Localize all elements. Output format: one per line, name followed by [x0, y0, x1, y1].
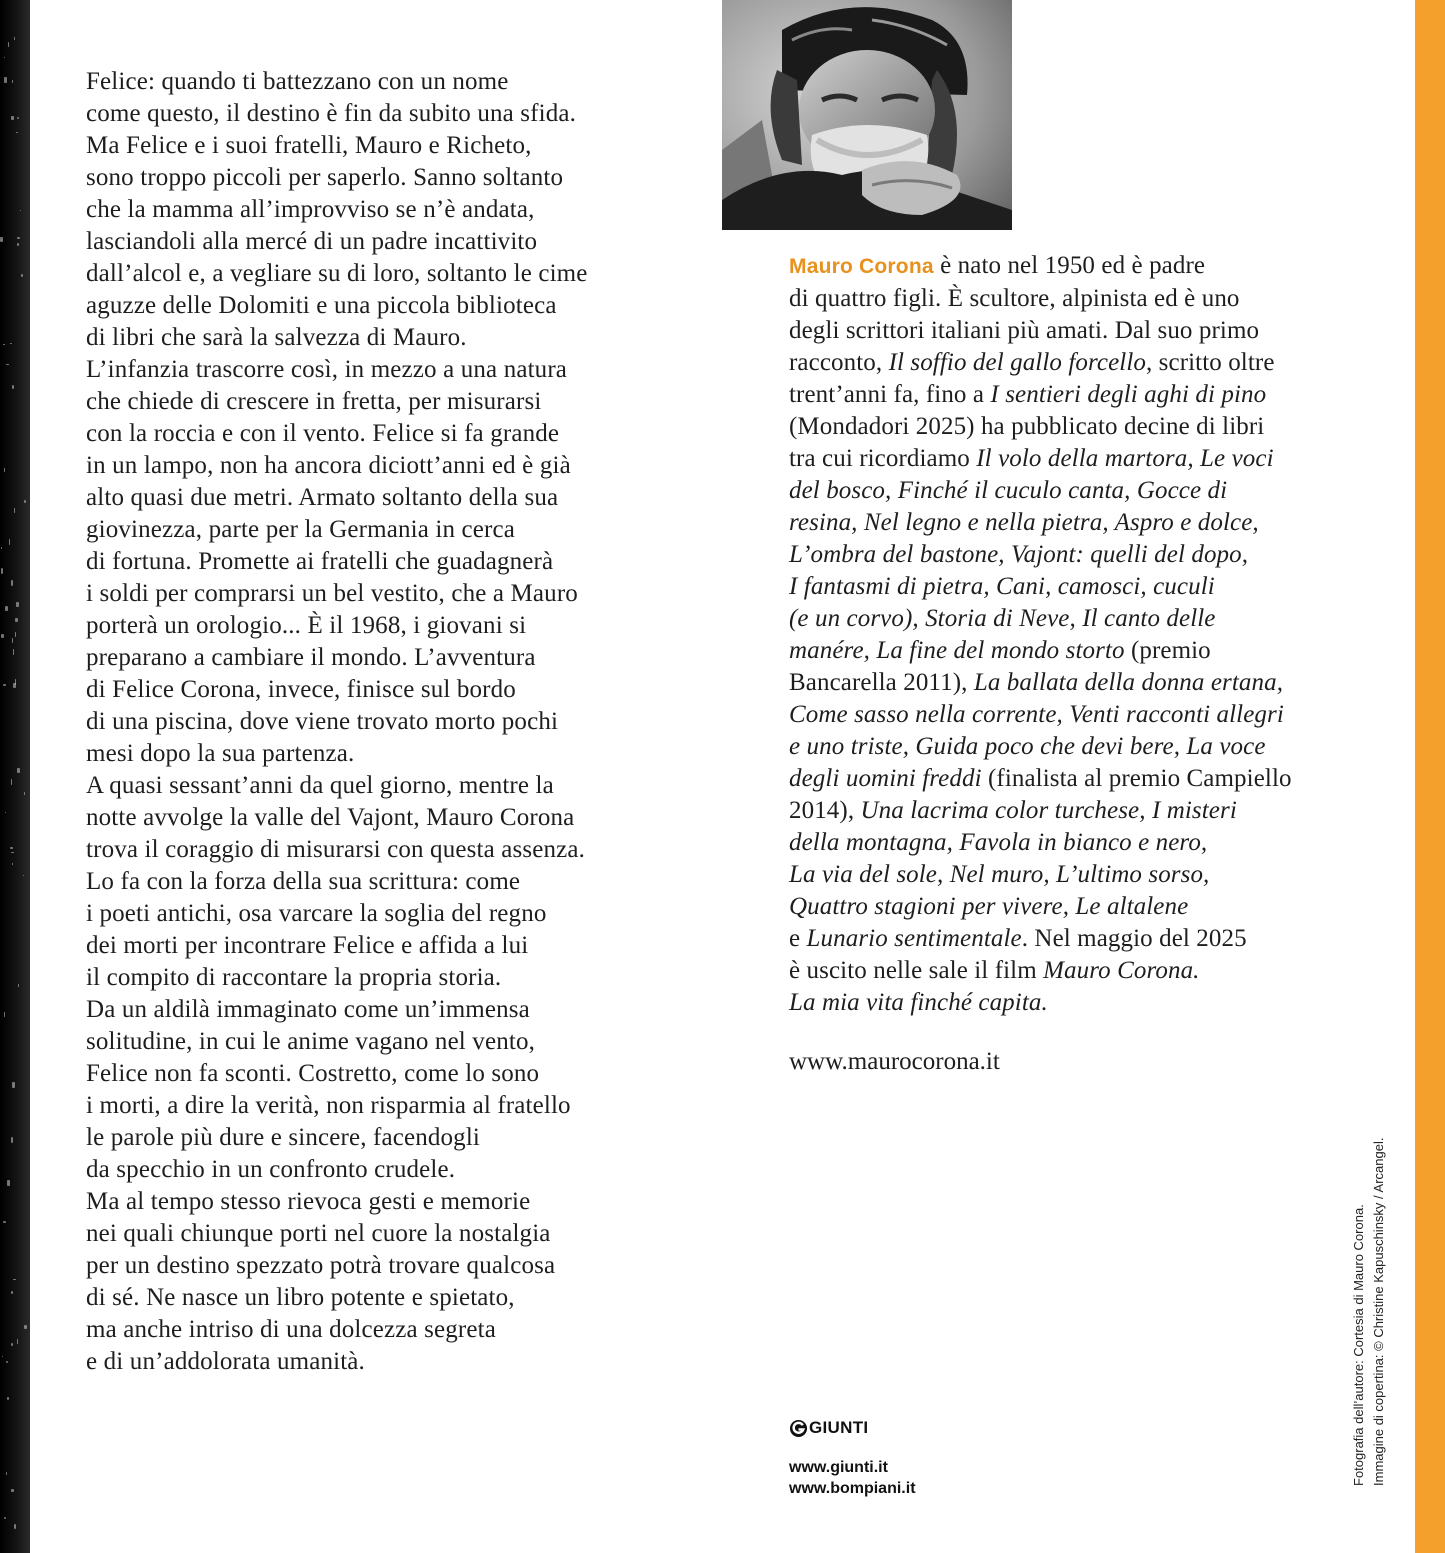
- synopsis-line: che chiede di crescere in fretta, per misurarsi: [86, 388, 542, 415]
- texture-speck: [18, 984, 19, 987]
- credit-author-photo: Fotografia dell’autore: Cortesia di Mauro Corona.: [1351, 1204, 1366, 1486]
- synopsis-line: aguzze delle Dolomiti e una piccola biblioteca: [86, 292, 557, 319]
- texture-speck: [10, 343, 12, 344]
- synopsis-line: A quasi sessant’anni da quel giorno, mentre la: [86, 772, 554, 799]
- bio-text: di quattro figli. È scultore, alpinista ed è uno: [789, 285, 1240, 312]
- left-dark-edge: [0, 0, 30, 1553]
- bio-line: [789, 475, 1359, 507]
- texture-speck: [24, 1325, 27, 1329]
- bio-line: [789, 827, 1359, 859]
- bio-line: [789, 955, 1359, 987]
- bio-line: [789, 539, 1359, 571]
- synopsis-line: di una piscina, dove viene trovato morto pochi: [86, 708, 559, 735]
- texture-speck: [11, 852, 14, 853]
- synopsis-line: giovinezza, parte per la Germania in cerca: [86, 516, 515, 543]
- author-portrait-image: [722, 0, 1012, 230]
- texture-speck: [5, 606, 8, 611]
- synopsis-line: il compito di raccontare la propria storia.: [86, 964, 502, 991]
- bio-text: e: [789, 925, 807, 952]
- bio-line: [789, 315, 1359, 347]
- bio-text: racconto,: [789, 349, 889, 376]
- synopsis-line: le parole più dure e sincere, facendogli: [86, 1124, 481, 1151]
- bio-title-text: del bosco, Finché il cuculo canta, Gocce di: [789, 477, 1228, 504]
- author-name: Mauro Corona: [789, 255, 934, 278]
- giunti-g-icon: [789, 1419, 808, 1438]
- texture-speck: [4, 57, 5, 58]
- synopsis-line: notte avvolge la valle del Vajont, Mauro Corona: [86, 804, 575, 831]
- bio-line: [789, 763, 1359, 795]
- texture-speck: [14, 37, 15, 40]
- texture-speck: [13, 683, 16, 688]
- texture-speck: [11, 1137, 13, 1143]
- publisher-links: [789, 1457, 916, 1499]
- bio-title-text: resina, Nel legno e nella pietra, Aspro e dolce,: [789, 509, 1259, 536]
- texture-speck: [11, 580, 13, 586]
- texture-speck: [5, 812, 6, 813]
- texture-speck: [23, 875, 24, 876]
- texture-speck: [4, 468, 5, 472]
- bio-text: tra cui ricordiamo: [789, 445, 977, 472]
- texture-speck: [17, 1339, 18, 1344]
- synopsis-line: Ma al tempo stesso rievoca gesti e memorie: [86, 1188, 531, 1215]
- synopsis-line: di Felice Corona, invece, finisce sul bordo: [86, 676, 516, 703]
- bio-line: [789, 250, 1359, 283]
- bio-title-text: Come sasso nella corrente, Venti racconti allegri: [789, 701, 1284, 728]
- texture-speck: [11, 1489, 14, 1492]
- texture-speck: [1, 568, 3, 574]
- author-bio: [789, 250, 1359, 1019]
- texture-speck: [4, 1012, 5, 1017]
- synopsis-line: L’infanzia trascorre così, in mezzo a una natura: [86, 356, 568, 383]
- texture-speck: [14, 508, 15, 513]
- synopsis-line: Felice non fa sconti. Costretto, come lo sono: [86, 1060, 540, 1087]
- bio-title-text: Quattro stagioni per vivere, Le altalene: [789, 893, 1189, 920]
- bio-line: [789, 923, 1359, 955]
- texture-speck: [15, 618, 18, 622]
- synopsis-line: di libri che sarà la salvezza di Mauro.: [86, 324, 467, 351]
- texture-speck: [9, 539, 10, 545]
- texture-speck: [13, 1279, 16, 1280]
- synopsis-line: come questo, il destino è fin da subito una sfida.: [86, 100, 577, 127]
- author-website: www.maurocorona.it: [789, 1048, 1000, 1075]
- credit-cover-image: Immagine di copertina: © Christine Kapuschinsky / Arcangel.: [1371, 1137, 1386, 1486]
- synopsis-line: per un destino spezzato potrà trovare qualcosa: [86, 1252, 556, 1279]
- texture-speck: [4, 1517, 6, 1519]
- texture-speck: [0, 237, 3, 242]
- bio-title-text: La mia vita finché capita.: [789, 989, 1048, 1016]
- bio-text: Bancarella 2011),: [789, 669, 974, 696]
- publisher-link-bompiani[interactable]: www.bompiani.it: [789, 1480, 916, 1497]
- bio-title-text: Il volo della martora, Le voci: [976, 445, 1274, 472]
- bio-title-text: degli uomini freddi: [789, 765, 982, 792]
- texture-speck: [17, 243, 19, 246]
- bio-text: è nato nel 1950 ed è padre: [933, 252, 1206, 279]
- texture-speck: [20, 210, 21, 211]
- synopsis-line: solitudine, in cui le anime vagano nel vento,: [86, 1028, 535, 1055]
- publisher-link-giunti[interactable]: www.giunti.it: [789, 1459, 888, 1476]
- bio-title-text: L’ombra del bastone, Vajont: quelli del dopo,: [789, 541, 1249, 568]
- bio-line: [789, 891, 1359, 923]
- texture-speck: [11, 1343, 13, 1346]
- bio-title-text: Mauro Corona.: [1043, 957, 1200, 984]
- bio-line: [789, 411, 1359, 443]
- bio-title-text: Il soffio del gallo forcello: [888, 349, 1146, 376]
- book-synopsis: [86, 66, 686, 1378]
- bio-title-text: manére, La fine del mondo storto: [789, 637, 1125, 664]
- texture-speck: [2, 1356, 3, 1357]
- publisher-logo-text: GIUNTI: [809, 1418, 869, 1437]
- bio-line: [789, 443, 1359, 475]
- synopsis-line: ma anche intriso di una dolcezza segreta: [86, 1316, 496, 1343]
- texture-speck: [11, 116, 14, 120]
- texture-speck: [14, 1524, 16, 1529]
- synopsis-line: che la mamma all’improvviso se n’è andata,: [86, 196, 535, 223]
- synopsis-line: dei morti per incontrare Felice e affida a lui: [86, 932, 529, 959]
- synopsis-line: alto quasi due metri. Armato soltanto della sua: [86, 484, 559, 511]
- synopsis-line: dall’alcol e, a vegliare su di loro, soltanto le cime: [86, 260, 588, 287]
- texture-speck: [12, 80, 13, 83]
- texture-speck: [11, 779, 12, 785]
- synopsis-line: nei quali chiunque porti nel cuore la nostalgia: [86, 1220, 551, 1247]
- right-orange-edge: [1415, 0, 1445, 1553]
- bio-title-text: Lunario sentimentale: [806, 925, 1022, 952]
- texture-speck: [12, 863, 13, 865]
- bio-text: 2014),: [789, 797, 861, 824]
- texture-speck: [16, 602, 19, 607]
- bio-line: [789, 571, 1359, 603]
- bio-line: [789, 347, 1359, 379]
- synopsis-line: di fortuna. Promette ai fratelli che guadagnerà: [86, 548, 554, 575]
- synopsis-line: con la roccia e con il vento. Felice si fa grande: [86, 420, 560, 447]
- bio-title-text: I sentieri degli aghi di pino: [990, 381, 1267, 408]
- synopsis-line: da specchio in un confronto crudele.: [86, 1156, 456, 1183]
- bio-text: degli scrittori italiani più amati. Dal suo primo: [789, 317, 1260, 344]
- texture-speck: [17, 117, 19, 119]
- texture-speck: [7, 1180, 10, 1186]
- texture-speck: [3, 1221, 6, 1223]
- bio-text: (finalista al premio Campiello: [981, 765, 1292, 792]
- texture-speck: [1, 547, 2, 549]
- bio-line: [789, 699, 1359, 731]
- texture-speck: [12, 638, 13, 643]
- synopsis-line: Felice: quando ti battezzano con un nome: [86, 68, 509, 95]
- texture-speck: [24, 500, 26, 503]
- bio-line: [789, 603, 1359, 635]
- texture-speck: [16, 132, 18, 133]
- texture-speck: [15, 632, 16, 637]
- synopsis-line: i poeti antichi, osa varcare la soglia del regno: [86, 900, 547, 927]
- bio-line: [789, 987, 1359, 1019]
- texture-speck: [10, 847, 13, 849]
- bio-line: [789, 283, 1359, 315]
- bio-line: [789, 731, 1359, 763]
- synopsis-line: i soldi per comprarsi un bel vestito, che a Mauro: [86, 580, 578, 607]
- bio-title-text: e uno triste, Guida poco che devi bere, La voce: [789, 733, 1266, 760]
- texture-speck: [4, 77, 7, 83]
- texture-speck: [11, 1291, 13, 1294]
- bio-line: [789, 795, 1359, 827]
- bio-title-text: della montagna, Favola in bianco e nero,: [789, 829, 1208, 856]
- texture-speck: [1, 634, 4, 638]
- texture-speck: [17, 768, 20, 773]
- bio-text: , scritto oltre: [1145, 349, 1275, 376]
- image-credits: [1349, 1126, 1389, 1486]
- texture-speck: [6, 1472, 7, 1475]
- texture-speck: [21, 274, 23, 277]
- bio-text: (Mondadori 2025) ha pubblicato decine di libri: [789, 413, 1265, 440]
- bio-title-text: La via del sole, Nel muro, L’ultimo sorso,: [789, 861, 1210, 888]
- bio-text: . Nel maggio del 2025: [1021, 925, 1247, 952]
- synopsis-line: mesi dopo la sua partenza.: [86, 740, 355, 767]
- synopsis-line: porterà un orologio... È il 1968, i giovani si: [86, 612, 527, 639]
- texture-speck: [3, 684, 6, 686]
- synopsis-line: Da un aldilà immaginato come un’immensa: [86, 996, 530, 1023]
- synopsis-line: lasciandoli alla mercé di un padre incattivito: [86, 228, 538, 255]
- texture-speck: [3, 344, 5, 345]
- synopsis-line: Ma Felice e i suoi fratelli, Mauro e Richeto,: [86, 132, 532, 159]
- texture-speck: [6, 1361, 8, 1363]
- bio-line: [789, 379, 1359, 411]
- synopsis-line: sono troppo piccoli per saperlo. Sanno soltanto: [86, 164, 564, 191]
- texture-speck: [7, 1397, 9, 1400]
- synopsis-line: di sé. Ne nasce un libro potente e spietato,: [86, 1284, 515, 1311]
- synopsis-line: preparano a cambiare il mondo. L’avventura: [86, 644, 536, 671]
- publisher-block: [789, 1415, 916, 1499]
- bio-title-text: (e un corvo), Storia di Neve, Il canto delle: [789, 605, 1216, 632]
- texture-speck: [24, 792, 25, 795]
- bio-line: [789, 667, 1359, 699]
- synopsis-line: Lo fa con la forza della sua scrittura: come: [86, 868, 521, 895]
- synopsis-line: e di un’addolorata umanità.: [86, 1348, 365, 1375]
- bio-text: trent’anni fa, fino a: [789, 381, 991, 408]
- synopsis-line: trova il coraggio di misurarsi con questa assenza.: [86, 836, 586, 863]
- bio-title-text: I fantasmi di pietra, Cani, camosci, cuculi: [789, 573, 1215, 600]
- bio-title-text: Una lacrima color turchese, I misteri: [860, 797, 1237, 824]
- bio-title-text: La ballata della donna ertana,: [973, 669, 1284, 696]
- bio-text: è uscito nelle sale il film: [789, 957, 1044, 984]
- bio-text: (premio: [1124, 637, 1211, 664]
- bio-line: [789, 507, 1359, 539]
- texture-speck: [13, 649, 14, 655]
- texture-speck: [6, 364, 9, 365]
- bio-line: [789, 635, 1359, 667]
- synopsis-line: i morti, a dire la verità, non risparmia al fratello: [86, 1092, 571, 1119]
- synopsis-line: in un lampo, non ha ancora diciott’anni ed è già: [86, 452, 571, 479]
- bio-line: [789, 859, 1359, 891]
- texture-speck: [17, 237, 20, 239]
- texture-speck: [8, 42, 9, 47]
- publisher-logo: [789, 1415, 916, 1441]
- author-photo: [722, 0, 1012, 230]
- texture-speck: [12, 385, 14, 389]
- texture-speck: [12, 1082, 15, 1088]
